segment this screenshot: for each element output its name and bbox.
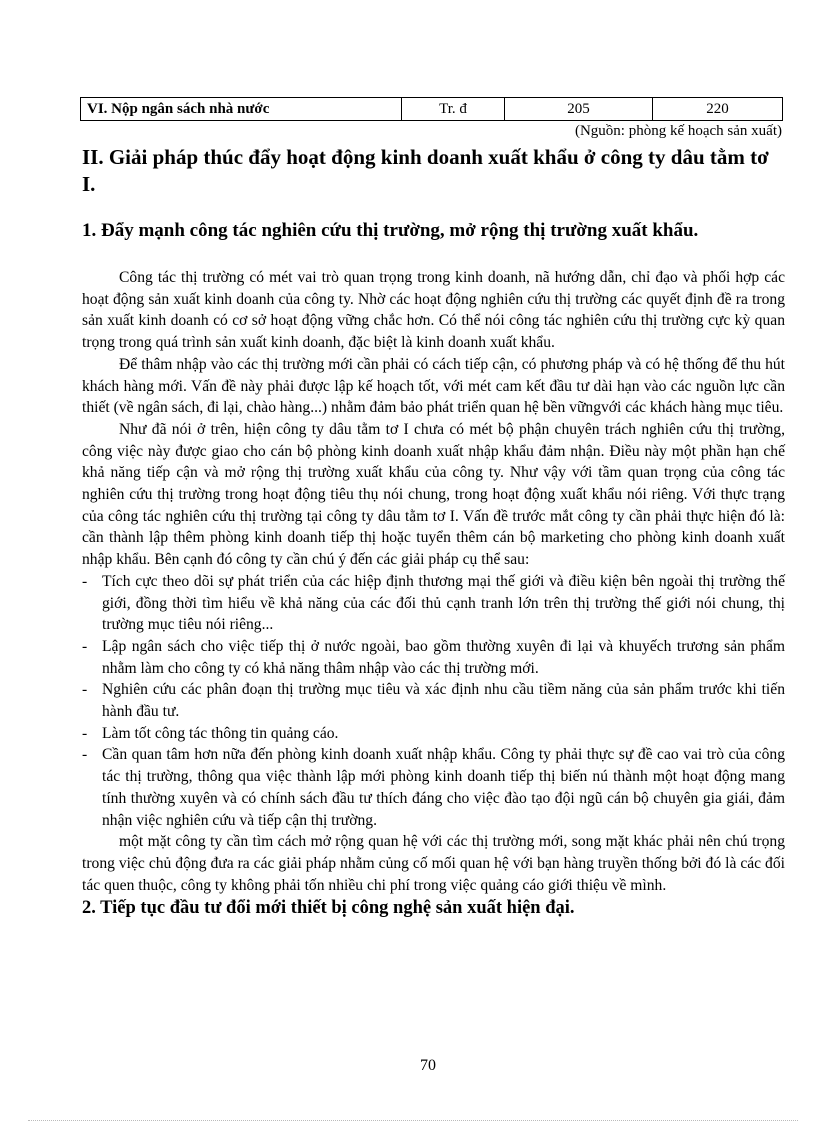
- paragraph: Để thâm nhập vào các thị trường mới cần phải có cách tiếp cận, có phương pháp và có hệ thống để thu hút khách hàng mới. Vấn đề này phải được lập kế hoạch tốt, với mét cam kết đầu tư dài hạn vào các nguồn lực cần thiết (về ngân sách, đi lại, chào hàng...) nhằm đảm bảo phát triển quan hệ bền vữngvới các khách hàng mục tiêu.: [82, 355, 785, 417]
- list-item: - Làm tốt công tác thông tin quảng cáo.: [82, 724, 339, 742]
- subsection-heading-2: 2. Tiếp tục đầu tư đổi mới thiết bị công nghệ sản xuất hiện đại.: [82, 898, 575, 919]
- row-unit: Tr. đ: [402, 98, 505, 121]
- summary-table: [80, 97, 783, 121]
- section-heading: II. Giải pháp thúc đẩy hoạt động kinh doanh xuất khẩu ở công ty dâu tằm tơ I.: [82, 145, 769, 196]
- page-number: 70: [420, 1057, 436, 1074]
- list-item: - Nghiên cứu các phân đoạn thị trường mục tiêu và xác định nhu cầu tiềm năng của sản phẩm trước khi tiến hành đầu tư.: [82, 681, 785, 721]
- table-source-note: (Nguồn: phòng kế hoạch sản xuất): [574, 123, 782, 139]
- body-text: [82, 267, 785, 920]
- closing-paragraph: một mặt công ty cần tìm cách mở rộng quan hệ với các thị trường mới, song mặt khác phải nên chú trọng trong việc chủ động đưa ra các giải pháp nhằm củng cố mối quan hệ với bạn hàng truyền thống bởi đó là các đối tác quen thuộc, công ty không phải tốn nhiều chi phí trong việc quảng cáo giới thiệu về mình.: [82, 833, 785, 894]
- subsection-heading-1: 1. Đẩy mạnh công tác nghiên cứu thị trường, mở rộng thị trường xuất khẩu.: [82, 220, 699, 241]
- list-item: - Lập ngân sách cho việc tiếp thị ở nước ngoài, bao gồm thường xuyên đi lại và khuyếch trương sản phẩm nhằm làm cho công ty có khả năng thâm nhập vào các thị trường mới.: [82, 637, 785, 677]
- footer-divider: [28, 1120, 798, 1121]
- list-item: - Tích cực theo dõi sự phát triển của các hiệp định thương mại thế giới và điều kiện bên ngoài thị trường thế giới, đồng thời tìm hiểu về khả năng của các đối thủ cạnh tranh lớn trên thị trường thế giới nói chung, thị trường mục tiêu nói riêng...: [82, 572, 785, 634]
- row-label: VI. Nộp ngân sách nhà nước: [81, 98, 402, 121]
- list-item: - Cần quan tâm hơn nữa đến phòng kinh doanh xuất nhập khẩu. Công ty phải thực sự đề cao vai trò của công tác thị trường, thông qua việc thành lập mới phòng kinh doanh tiếp thị biến nú thành một hoạt động mang tính thường xuyên và có chính sách đầu tư thích đáng cho việc đào tạo đội ngũ cán bộ chuyên gia giái, đảm nhận việc nghiên cứu và tiếp cận thị trường.: [82, 746, 785, 829]
- paragraph: Công tác thị trường có mét vai trò quan trọng trong kinh doanh, nã hướng dẫn, chỉ đạo và phối hợp các hoạt động sản xuất kinh doanh của công ty. Nhờ các hoạt động nghiên cứu thị trường các quyết định đề ra trong sản xuất kinh doanh có cơ sở hoạt động vững chắc hơn. Có thể nói công tác nghiên cứu thị trường cực kỳ quan trọng trong quá trình sản xuất kinh doanh, đặc biệt là kinh doanh xuất khẩu.: [82, 269, 785, 352]
- table-row: [81, 98, 783, 121]
- row-value-2: 220: [653, 98, 783, 121]
- solution-list: [82, 571, 785, 831]
- row-value-1: 205: [505, 98, 653, 121]
- paragraph: Như đã nói ở trên, hiện công ty dâu tằm tơ I chưa có mét bộ phận chuyên trách nghiên cứu thị trường, công việc này được giao cho cán bộ phòng kinh doanh xuất nhập khẩu đảm nhận. Điều này một phần hạn chế khả năng tiếp cận và mở rộng thị trường xuất khẩu của công ty. Như vậy với tầm quan trọng của công tác nghiên cứu thị trường trong hoạt động tiêu thụ nói chung, trong hoạt động xuất khẩu nói riêng. Với thực trạng của công tác nghiên cứu thị trường tại công ty dâu tằm tơ I. Vấn đề trước mắt công ty cần phải thực hiện đó là: cần thành lập thêm phòng kinh doanh tiếp thị hoặc tuyển thêm cán bộ marketing cho phòng kinh doanh xuất nhập khẩu. Bên cạnh đó công ty cần chú ý đến các giải pháp cụ thể sau:: [82, 420, 785, 569]
